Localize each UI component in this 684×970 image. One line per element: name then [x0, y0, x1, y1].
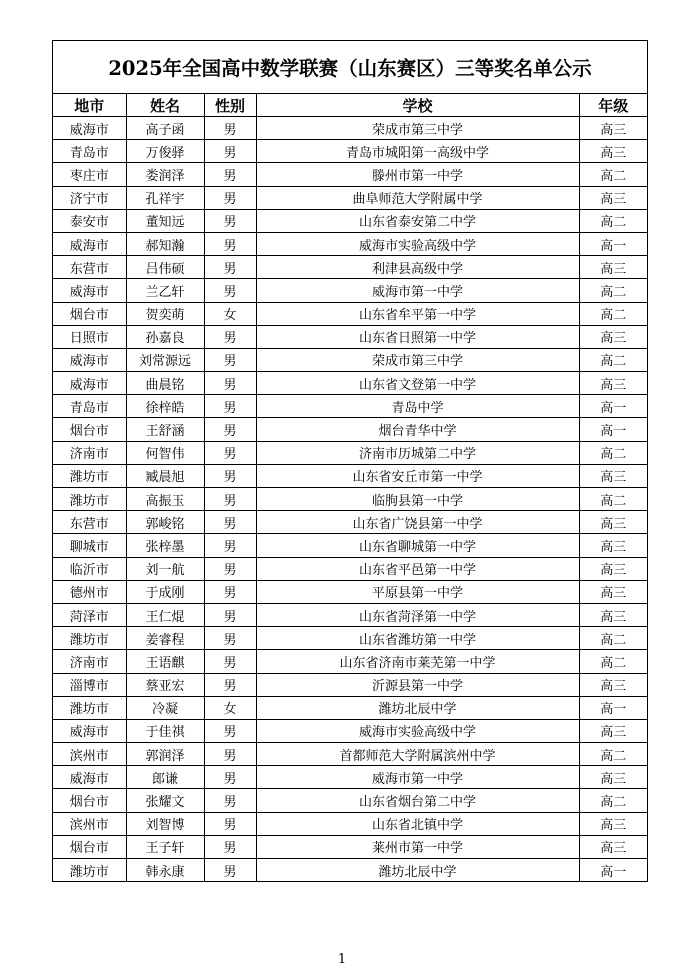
cell-gender: 男: [204, 209, 256, 232]
cell-grade: 高一: [579, 232, 647, 255]
cell-city: 济宁市: [53, 186, 126, 209]
cell-gender: 男: [204, 325, 256, 348]
table-row: [53, 743, 647, 766]
cell-city: 滨州市: [53, 812, 126, 835]
cell-name: 贺奕萌: [126, 302, 204, 325]
table-row: [53, 232, 647, 255]
cell-grade: 高三: [579, 372, 647, 395]
table-row: [53, 372, 647, 395]
cell-city: 威海市: [53, 766, 126, 789]
cell-gender: 男: [204, 743, 256, 766]
header-school: 学校: [256, 94, 579, 117]
cell-gender: 男: [204, 673, 256, 696]
cell-city: 泰安市: [53, 209, 126, 232]
cell-name: 臧晨旭: [126, 464, 204, 487]
cell-city: 威海市: [53, 719, 126, 742]
header-city: 地市: [53, 94, 126, 117]
cell-school: 平原县第一中学: [256, 580, 579, 603]
cell-name: 刘一航: [126, 557, 204, 580]
cell-gender: 男: [204, 766, 256, 789]
cell-city: 临沂市: [53, 557, 126, 580]
cell-school: 山东省济南市莱芜第一中学: [256, 650, 579, 673]
table-row: [53, 395, 647, 418]
cell-name: 韩永康: [126, 859, 204, 882]
cell-grade: 高三: [579, 534, 647, 557]
cell-school: 山东省广饶县第一中学: [256, 511, 579, 534]
cell-name: 万俊驿: [126, 140, 204, 163]
cell-name: 王仁焜: [126, 603, 204, 626]
cell-school: 山东省安丘市第一中学: [256, 464, 579, 487]
cell-name: 高振玉: [126, 488, 204, 511]
cell-city: 淄博市: [53, 673, 126, 696]
cell-name: 高子函: [126, 117, 204, 140]
cell-grade: 高一: [579, 395, 647, 418]
cell-gender: 男: [204, 140, 256, 163]
cell-gender: 男: [204, 627, 256, 650]
cell-school: 青岛市城阳第一高级中学: [256, 140, 579, 163]
cell-name: 郭润泽: [126, 743, 204, 766]
table-row: [53, 719, 647, 742]
cell-grade: 高二: [579, 627, 647, 650]
cell-gender: 男: [204, 186, 256, 209]
cell-grade: 高二: [579, 650, 647, 673]
cell-school: 威海市第一中学: [256, 279, 579, 302]
cell-school: 山东省文登第一中学: [256, 372, 579, 395]
cell-gender: 男: [204, 117, 256, 140]
cell-school: 山东省烟台第二中学: [256, 789, 579, 812]
cell-grade: 高二: [579, 163, 647, 186]
cell-school: 山东省泰安第二中学: [256, 209, 579, 232]
cell-gender: 男: [204, 348, 256, 371]
table-row: [53, 279, 647, 302]
cell-school: 临朐县第一中学: [256, 488, 579, 511]
cell-school: 济南市历城第二中学: [256, 441, 579, 464]
cell-school: 山东省平邑第一中学: [256, 557, 579, 580]
cell-name: 刘智博: [126, 812, 204, 835]
cell-city: 济南市: [53, 441, 126, 464]
cell-school: 首都师范大学附属滨州中学: [256, 743, 579, 766]
cell-city: 菏泽市: [53, 603, 126, 626]
cell-school: 威海市实验高级中学: [256, 719, 579, 742]
award-list-sheet: [52, 40, 648, 882]
table-row: [53, 673, 647, 696]
cell-city: 威海市: [53, 279, 126, 302]
cell-city: 潍坊市: [53, 859, 126, 882]
cell-gender: 男: [204, 418, 256, 441]
cell-grade: 高二: [579, 743, 647, 766]
cell-gender: 男: [204, 557, 256, 580]
header-gender: 性别: [204, 94, 256, 117]
cell-grade: 高三: [579, 603, 647, 626]
cell-city: 威海市: [53, 348, 126, 371]
cell-school: 烟台青华中学: [256, 418, 579, 441]
cell-gender: 男: [204, 835, 256, 858]
cell-school: 潍坊北辰中学: [256, 859, 579, 882]
cell-city: 威海市: [53, 232, 126, 255]
cell-grade: 高三: [579, 719, 647, 742]
document-title: 2025年全国高中数学联赛（山东赛区）三等奖名单公示: [53, 41, 647, 94]
table-row: [53, 441, 647, 464]
award-table: [53, 94, 647, 881]
table-body: [53, 117, 647, 882]
cell-gender: 男: [204, 372, 256, 395]
cell-name: 郭峻铭: [126, 511, 204, 534]
table-row: [53, 766, 647, 789]
table-row: [53, 256, 647, 279]
cell-name: 孙嘉良: [126, 325, 204, 348]
cell-city: 青岛市: [53, 395, 126, 418]
cell-grade: 高二: [579, 488, 647, 511]
cell-city: 烟台市: [53, 302, 126, 325]
cell-grade: 高二: [579, 302, 647, 325]
cell-grade: 高三: [579, 835, 647, 858]
cell-name: 王语麒: [126, 650, 204, 673]
cell-city: 威海市: [53, 117, 126, 140]
header-name: 姓名: [126, 94, 204, 117]
cell-city: 枣庄市: [53, 163, 126, 186]
cell-gender: 男: [204, 395, 256, 418]
cell-name: 吕伟硕: [126, 256, 204, 279]
cell-school: 利津县高级中学: [256, 256, 579, 279]
cell-name: 曲晨铭: [126, 372, 204, 395]
page-number: 1: [337, 952, 347, 967]
cell-city: 潍坊市: [53, 464, 126, 487]
cell-grade: 高二: [579, 279, 647, 302]
header-grade: 年级: [579, 94, 647, 117]
cell-grade: 高二: [579, 348, 647, 371]
cell-gender: 男: [204, 511, 256, 534]
cell-gender: 男: [204, 441, 256, 464]
cell-name: 冷凝: [126, 696, 204, 719]
cell-name: 兰乙轩: [126, 279, 204, 302]
cell-name: 刘常源远: [126, 348, 204, 371]
cell-school: 荣成市第三中学: [256, 348, 579, 371]
table-row: [53, 163, 647, 186]
cell-gender: 女: [204, 302, 256, 325]
cell-grade: 高二: [579, 441, 647, 464]
cell-city: 青岛市: [53, 140, 126, 163]
cell-city: 东营市: [53, 256, 126, 279]
cell-name: 于佳祺: [126, 719, 204, 742]
table-row: [53, 140, 647, 163]
cell-grade: 高三: [579, 186, 647, 209]
cell-gender: 男: [204, 650, 256, 673]
cell-school: 沂源县第一中学: [256, 673, 579, 696]
cell-city: 烟台市: [53, 789, 126, 812]
cell-grade: 高二: [579, 789, 647, 812]
cell-grade: 高一: [579, 418, 647, 441]
cell-school: 山东省北镇中学: [256, 812, 579, 835]
cell-name: 孔祥宇: [126, 186, 204, 209]
table-row: [53, 859, 647, 882]
cell-name: 姜睿程: [126, 627, 204, 650]
cell-city: 滨州市: [53, 743, 126, 766]
cell-name: 王子轩: [126, 835, 204, 858]
cell-gender: 男: [204, 279, 256, 302]
cell-school: 曲阜师范大学附属中学: [256, 186, 579, 209]
cell-name: 王舒涵: [126, 418, 204, 441]
cell-school: 莱州市第一中学: [256, 835, 579, 858]
table-header-row: [53, 94, 647, 117]
table-row: [53, 580, 647, 603]
cell-city: 烟台市: [53, 418, 126, 441]
cell-gender: 男: [204, 719, 256, 742]
cell-school: 山东省潍坊第一中学: [256, 627, 579, 650]
cell-grade: 高三: [579, 140, 647, 163]
cell-school: 滕州市第一中学: [256, 163, 579, 186]
cell-name: 张梓墨: [126, 534, 204, 557]
cell-school: 山东省菏泽第一中学: [256, 603, 579, 626]
table-row: [53, 603, 647, 626]
cell-gender: 男: [204, 580, 256, 603]
cell-school: 青岛中学: [256, 395, 579, 418]
cell-gender: 男: [204, 488, 256, 511]
cell-city: 济南市: [53, 650, 126, 673]
table-row: [53, 325, 647, 348]
cell-city: 烟台市: [53, 835, 126, 858]
table-row: [53, 696, 647, 719]
table-row: [53, 488, 647, 511]
cell-city: 日照市: [53, 325, 126, 348]
cell-school: 山东省牟平第一中学: [256, 302, 579, 325]
cell-gender: 男: [204, 256, 256, 279]
cell-name: 董知远: [126, 209, 204, 232]
table-row: [53, 117, 647, 140]
cell-gender: 女: [204, 696, 256, 719]
cell-name: 徐梓皓: [126, 395, 204, 418]
cell-grade: 高三: [579, 580, 647, 603]
table-row: [53, 302, 647, 325]
cell-city: 聊城市: [53, 534, 126, 557]
cell-name: 郝知瀚: [126, 232, 204, 255]
cell-grade: 高三: [579, 256, 647, 279]
cell-grade: 高三: [579, 511, 647, 534]
table-row: [53, 627, 647, 650]
cell-city: 威海市: [53, 372, 126, 395]
cell-gender: 男: [204, 859, 256, 882]
cell-gender: 男: [204, 812, 256, 835]
table-row: [53, 789, 647, 812]
cell-school: 威海市实验高级中学: [256, 232, 579, 255]
cell-grade: 高三: [579, 812, 647, 835]
cell-name: 张耀文: [126, 789, 204, 812]
cell-school: 山东省聊城第一中学: [256, 534, 579, 557]
table-row: [53, 812, 647, 835]
cell-school: 荣成市第三中学: [256, 117, 579, 140]
cell-name: 蔡亚宏: [126, 673, 204, 696]
cell-city: 潍坊市: [53, 488, 126, 511]
table-row: [53, 186, 647, 209]
cell-gender: 男: [204, 464, 256, 487]
cell-grade: 高一: [579, 696, 647, 719]
cell-grade: 高三: [579, 117, 647, 140]
table-row: [53, 348, 647, 371]
cell-grade: 高三: [579, 325, 647, 348]
table-row: [53, 418, 647, 441]
cell-gender: 男: [204, 534, 256, 557]
cell-grade: 高三: [579, 766, 647, 789]
cell-gender: 男: [204, 163, 256, 186]
cell-grade: 高二: [579, 209, 647, 232]
cell-name: 娄润泽: [126, 163, 204, 186]
cell-gender: 男: [204, 603, 256, 626]
table-row: [53, 511, 647, 534]
table-row: [53, 557, 647, 580]
cell-school: 威海市第一中学: [256, 766, 579, 789]
cell-city: 潍坊市: [53, 696, 126, 719]
cell-grade: 高一: [579, 859, 647, 882]
cell-grade: 高三: [579, 557, 647, 580]
cell-gender: 男: [204, 789, 256, 812]
table-row: [53, 835, 647, 858]
cell-city: 潍坊市: [53, 627, 126, 650]
cell-name: 何智伟: [126, 441, 204, 464]
cell-city: 德州市: [53, 580, 126, 603]
cell-school: 潍坊北辰中学: [256, 696, 579, 719]
cell-city: 东营市: [53, 511, 126, 534]
cell-grade: 高三: [579, 464, 647, 487]
table-row: [53, 650, 647, 673]
table-row: [53, 209, 647, 232]
cell-name: 于成刚: [126, 580, 204, 603]
cell-grade: 高三: [579, 673, 647, 696]
cell-name: 郎谦: [126, 766, 204, 789]
table-row: [53, 464, 647, 487]
cell-school: 山东省日照第一中学: [256, 325, 579, 348]
table-row: [53, 534, 647, 557]
cell-gender: 男: [204, 232, 256, 255]
